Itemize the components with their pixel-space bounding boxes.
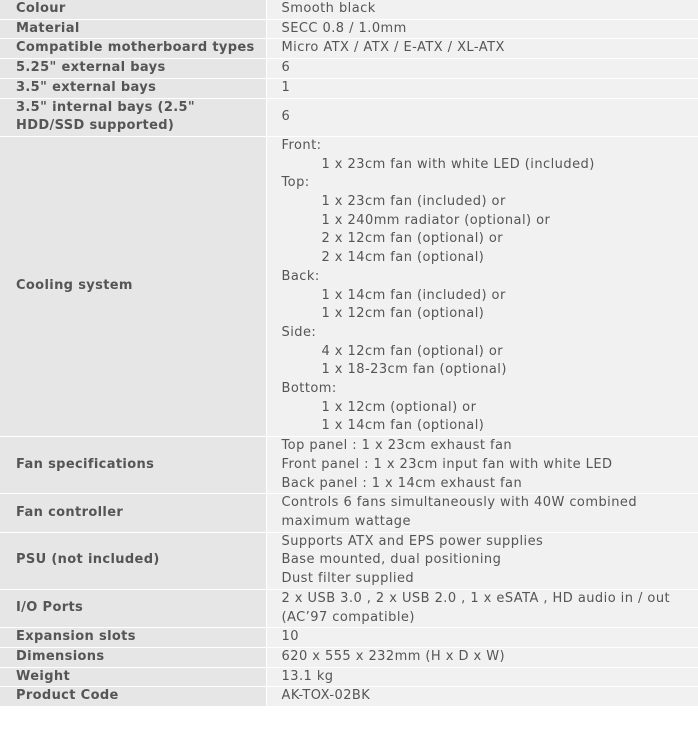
spec-row-3-5-internal-bays-2-5-hdd-ssd-supported [0,98,698,136]
spec-value-line: 1 x 240mm radiator (optional) or [321,212,551,228]
spec-row-expansion-slots [0,628,698,648]
spec-value [266,39,698,59]
spec-value-line: AK-TOX-02BK [281,688,371,704]
spec-row-3-5-external-bays [0,78,698,98]
spec-value-line: 1 x 18-23cm fan (optional) [321,362,507,378]
spec-value-line: 2 x 12cm fan (optional) or [321,231,504,247]
spec-row-fan-specifications [0,437,698,494]
spec-label: PSU (not included) [0,532,266,589]
spec-value [266,59,698,79]
spec-label: Material [0,19,266,39]
spec-label: Colour [0,0,266,19]
spec-value [266,437,698,494]
spec-value [266,98,698,136]
spec-value-line: maximum wattage [281,513,411,529]
spec-value-line: 1 x 14cm fan (optional) [321,418,485,434]
spec-label: 3.5" external bays [0,78,266,98]
spec-row-5-25-external-bays [0,59,698,79]
spec-row-fan-controller [0,494,698,532]
spec-value-line: 1 x 23cm fan with white LED (included) [321,156,595,172]
spec-row-i-o-ports [0,589,698,627]
spec-value-line: Smooth black [281,1,376,16]
spec-value [266,687,698,707]
spec-row-psu-not-included [0,532,698,589]
spec-value-line: 1 x 23cm fan (included) or [321,194,506,210]
spec-value-line: Micro ATX / ATX / E-ATX / XL-ATX [281,40,505,56]
spec-value [266,136,698,436]
spec-label: Cooling system [0,136,266,436]
spec-value-line: 4 x 12cm fan (optional) or [321,343,504,359]
spec-label: Weight [0,667,266,687]
spec-row-cooling-system [0,136,698,436]
spec-value [266,647,698,667]
spec-value-line: 2 x 14cm fan (optional) [321,250,485,266]
spec-value-line: Dust filter supplied [281,571,415,587]
spec-value [266,628,698,648]
spec-value [266,494,698,532]
spec-value-line: Base mounted, dual positioning [281,552,502,568]
spec-value-line: Controls 6 fans simultaneously with 40W combined [281,495,638,511]
spec-value-line: Top: [281,175,310,191]
spec-value [266,19,698,39]
spec-value-line: 13.1 kg [281,668,334,684]
spec-row-weight [0,667,698,687]
spec-value-line: Front: [281,137,322,153]
spec-row-compatible-motherboard-types [0,39,698,59]
spec-value-line: Supports ATX and EPS power supplies [281,533,544,549]
spec-value-line: 620 x 555 x 232mm (H x D x W) [281,648,506,664]
spec-value [266,667,698,687]
spec-row-material [0,19,698,39]
spec-value-line: SECC 0.8 / 1.0mm [281,20,407,36]
spec-value-line: 6 [281,60,291,76]
spec-row-colour [0,0,698,19]
spec-value-line: Back: [281,268,320,284]
spec-value [266,78,698,98]
spec-value-line: 6 [281,108,291,124]
spec-value-line: 1 x 14cm fan (included) or [321,287,506,303]
spec-label: Dimensions [0,647,266,667]
spec-value-line: (AC’97 compatible) [281,609,415,625]
spec-value [266,0,698,19]
spec-label: Compatible motherboard types [0,39,266,59]
spec-value-line: Top panel : 1 x 23cm exhaust fan [281,438,513,454]
spec-label: Expansion slots [0,628,266,648]
spec-value-line: 10 [281,629,299,645]
spec-label: Fan specifications [0,437,266,494]
spec-value-line: 2 x USB 3.0 , 2 x USB 2.0 , 1 x eSATA , HD audio in / out [281,590,671,606]
spec-value-line: Bottom: [281,381,337,397]
spec-label: Fan controller [0,494,266,532]
spec-label: 3.5" internal bays (2.5" HDD/SSD supported) [0,98,266,136]
spec-value-line: Back panel : 1 x 14cm exhaust fan [281,475,523,491]
spec-row-dimensions [0,647,698,667]
spec-label: 5.25" external bays [0,59,266,79]
spec-label: Product Code [0,687,266,707]
spec-value [266,589,698,627]
spec-value-line: 1 [281,79,291,95]
spec-value-line: Side: [281,324,317,340]
spec-value-line: 1 x 12cm fan (optional) [321,306,485,322]
spec-row-product-code [0,687,698,707]
spec-value [266,532,698,589]
spec-value-line: Front panel : 1 x 23cm input fan with white LED [281,456,613,472]
spec-label: I/O Ports [0,589,266,627]
spec-value-line: 1 x 12cm (optional) or [321,399,477,415]
